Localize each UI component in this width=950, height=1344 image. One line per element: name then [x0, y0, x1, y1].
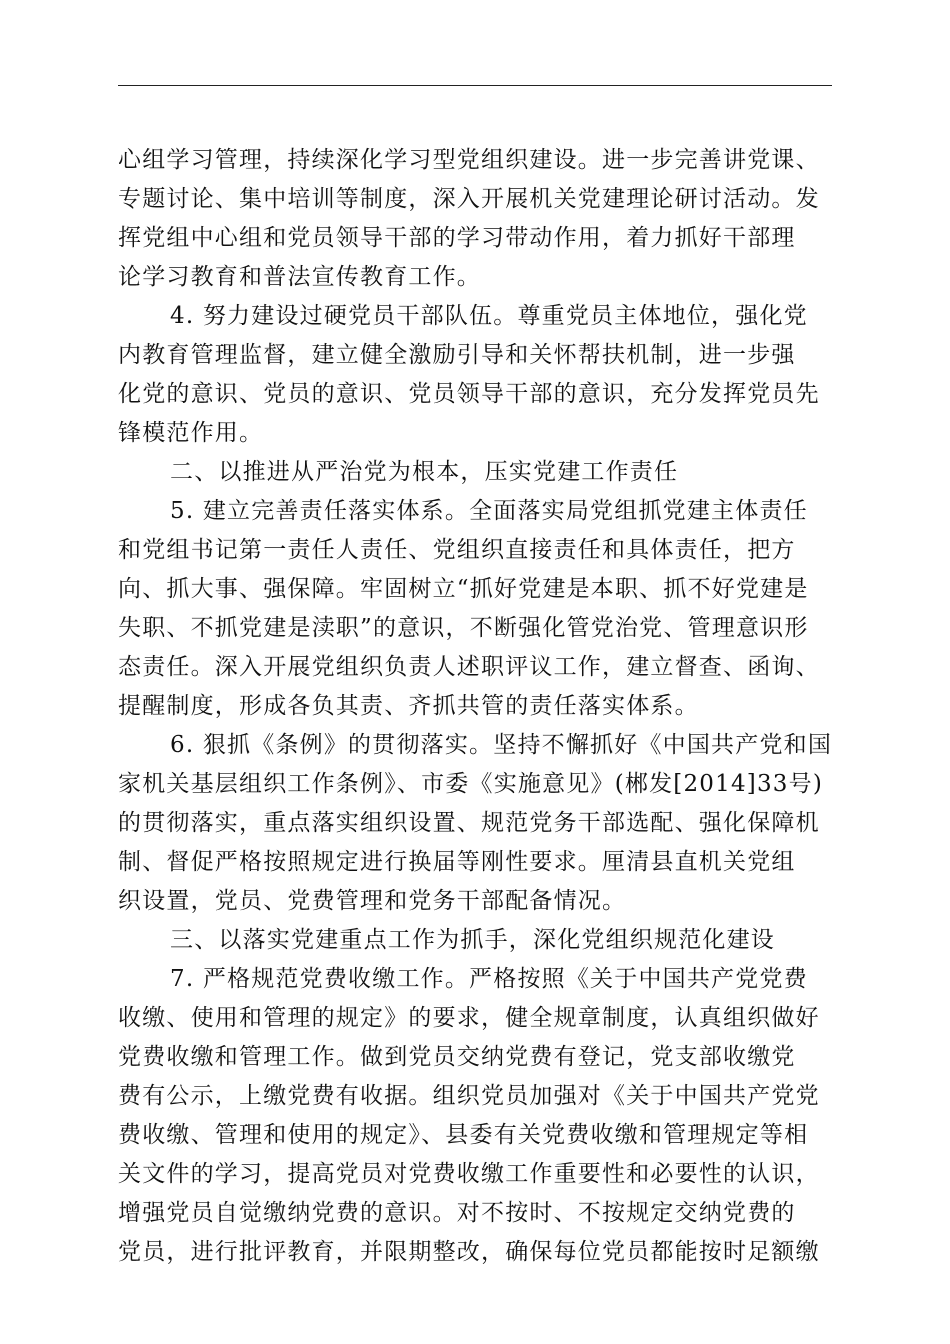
text-line: 心组学习管理，持续深化学习型党组织建设。进一步完善讲党课、	[118, 147, 820, 173]
text-line: 态责任。深入开展党组织负责人述职评议工作，建立督查、函询、	[118, 654, 820, 680]
section-heading-2: 二、以推进从严治党为根本，压实党建工作责任	[170, 459, 679, 485]
paragraph-start-5: 5. 建立完善责任落实体系。全面落实局党组抓党建主体责任	[170, 498, 808, 524]
text-line: 费收缴、管理和使用的规定》、县委有关党费收缴和管理规定等相	[118, 1122, 809, 1148]
text-line: 挥党组中心组和党员领导干部的学习带动作用，着力抓好干部理	[118, 225, 796, 251]
text-line: 家机关基层组织工作条例》、市委《实施意见》(郴发[2014]33号)	[118, 771, 823, 797]
text-line: 和党组书记第一责任人责任、党组织直接责任和具体责任，把方	[118, 537, 796, 563]
text-line: 党员，进行批评教育，并限期整改，确保每位党员都能按时足额缴	[118, 1239, 820, 1265]
text-line: 织设置，党员、党费管理和党务干部配备情况。	[118, 888, 627, 914]
text-line: 化党的意识、党员的意识、党员领导干部的意识，充分发挥党员先	[118, 381, 820, 407]
text-line: 锋模范作用。	[118, 420, 264, 446]
section-heading-3: 三、以落实党建重点工作为抓手，深化党组织规范化建设	[170, 927, 775, 953]
text-line: 论学习教育和普法宣传教育工作。	[118, 264, 481, 290]
document-body	[118, 141, 832, 1272]
text-line: 收缴、使用和管理的规定》的要求，健全规章制度，认真组织做好	[118, 1005, 820, 1031]
text-line: 内教育管理监督，建立健全激励引导和关怀帮扶机制，进一步强	[118, 342, 796, 368]
paragraph-start-6: 6. 狠抓《条例》的贯彻落实。坚持不懈抓好《中国共产党和国	[170, 732, 833, 758]
text-line: 的贯彻落实，重点落实组织设置、规范党务干部选配、强化保障机	[118, 810, 820, 836]
text-line: 失职、不抓党建是渎职”的意识，不断强化管党治党、管理意识形	[118, 615, 809, 641]
text-line: 制、督促严格按照规定进行换届等刚性要求。厘清县直机关党组	[118, 849, 796, 875]
text-line: 增强党员自觉缴纳党费的意识。对不按时、不按规定交纳党费的	[118, 1200, 796, 1226]
text-line: 费有公示，上缴党费有收据。组织党员加强对《关于中国共产党党	[118, 1083, 820, 1109]
text-line: 专题讨论、集中培训等制度，深入开展机关党建理论研讨活动。发	[118, 186, 820, 212]
text-line: 向、抓大事、强保障。牢固树立“抓好党建是本职、抓不好党建是	[118, 576, 809, 602]
header-rule	[118, 85, 832, 86]
paragraph-start-4: 4. 努力建设过硬党员干部队伍。尊重党员主体地位，强化党	[170, 303, 808, 329]
text-line: 党费收缴和管理工作。做到党员交纳党费有登记，党支部收缴党	[118, 1044, 796, 1070]
text-line: 提醒制度，形成各负其责、齐抓共管的责任落实体系。	[118, 693, 699, 719]
text-line: 关文件的学习，提高党员对党费收缴工作重要性和必要性的认识，	[118, 1161, 820, 1187]
paragraph-start-7: 7. 严格规范党费收缴工作。严格按照《关于中国共产党党费	[170, 966, 808, 992]
